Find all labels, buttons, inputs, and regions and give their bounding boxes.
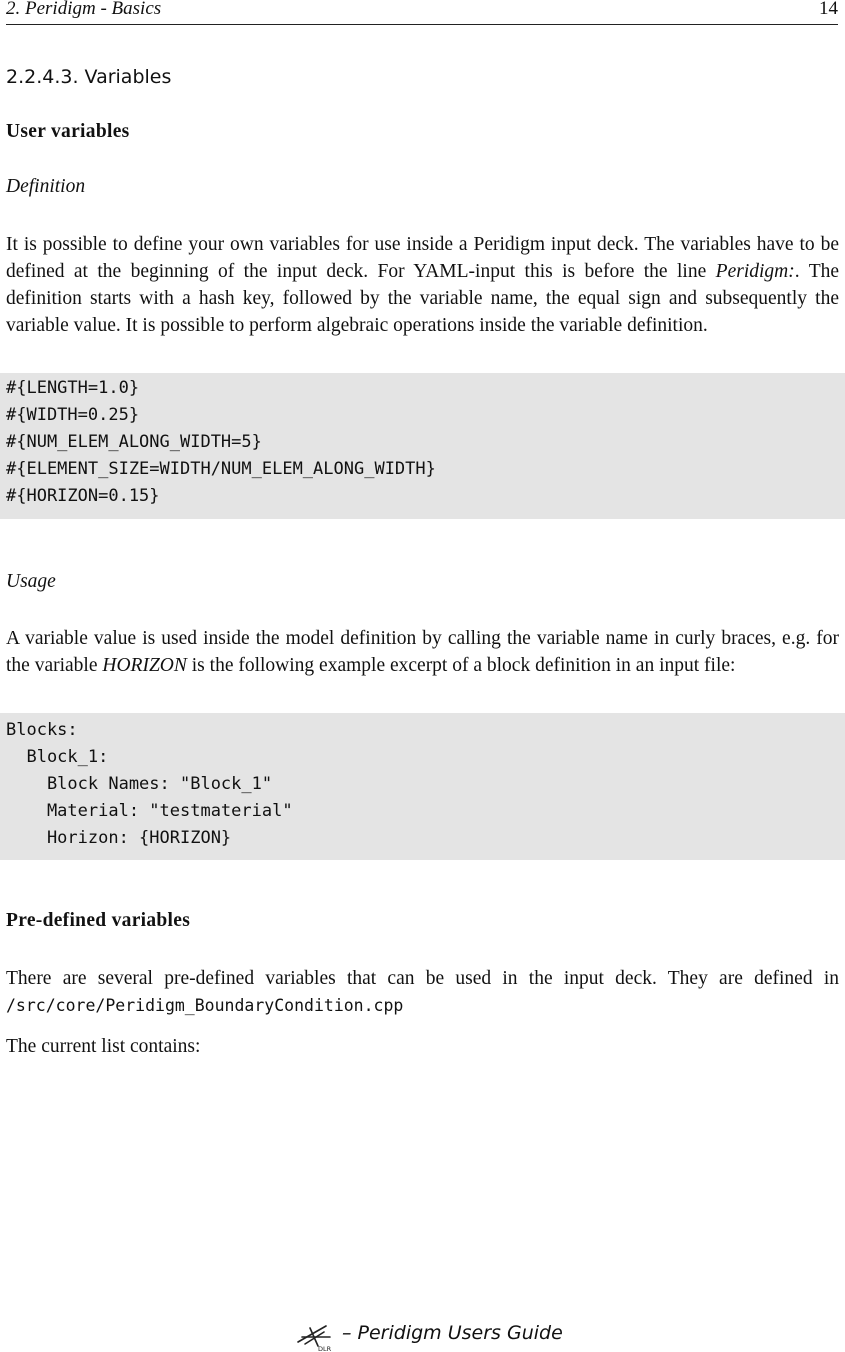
code-line: #{NUM_ELEM_ALONG_WIDTH=5}	[6, 432, 262, 452]
code-line: #{HORIZON=0.15}	[6, 486, 160, 506]
predefined-paragraph	[6, 965, 839, 1019]
page-footer	[0, 1318, 845, 1352]
code-line: #{ELEMENT_SIZE=WIDTH/NUM_ELEM_ALONG_WIDTH}	[6, 459, 436, 479]
code-line: Blocks:	[6, 720, 78, 740]
code-line: #{LENGTH=1.0}	[6, 378, 140, 398]
source-path: /src/core/Peridigm_BoundaryCondition.cpp	[6, 996, 404, 1015]
usage-text-1: A variable value is used inside the model definition by calling the variable name in curly braces, e.g. for the variable	[6, 628, 839, 676]
definition-text-1: It is possible to define your own variables for use inside a Peridigm input deck. The variables have to be defined at the beginning of the input deck. For YAML-input this is before the line	[6, 234, 839, 282]
chapter-title: 2. Peridigm - Basics	[6, 0, 162, 19]
usage-code-block	[0, 713, 845, 860]
section-heading: 2.2.4.3. Variables	[6, 66, 172, 88]
usage-paragraph	[6, 625, 839, 679]
footer-text: – Peridigm Users Guide	[342, 1322, 563, 1344]
code-line: Block_1:	[6, 747, 109, 767]
definition-text-2: . The definition starts with a hash key, followed by the variable name, the equal sign and subsequently the variable value. It is possible to perform algebraic operations inside the variable definition.	[6, 261, 840, 336]
logo-text: DLR	[318, 1345, 332, 1352]
list-intro: The current list contains:	[6, 1036, 201, 1057]
predefined-heading: Pre-defined variables	[6, 910, 191, 931]
definition-paragraph	[6, 231, 839, 339]
usage-keyword: HORIZON	[102, 655, 187, 676]
dlr-logo-icon	[296, 1320, 336, 1352]
definition-title: Definition	[6, 176, 86, 197]
predefined-text: There are several pre-defined variables that can be used in the input deck. They are defined in	[6, 968, 839, 989]
code-line: Horizon: {HORIZON}	[6, 828, 232, 848]
code-line: Material: "testmaterial"	[6, 801, 293, 821]
definition-keyword: Peridigm:	[715, 261, 795, 282]
usage-title: Usage	[6, 571, 56, 592]
user-variables-heading: User variables	[6, 121, 130, 142]
usage-text-2: is the following example excerpt of a block definition in an input file:	[186, 655, 736, 676]
definition-code-block	[0, 373, 845, 519]
page-number: 14	[819, 0, 838, 19]
code-line: #{WIDTH=0.25}	[6, 405, 140, 425]
code-line: Block Names: "Block_1"	[6, 774, 273, 794]
running-header	[6, 0, 838, 25]
